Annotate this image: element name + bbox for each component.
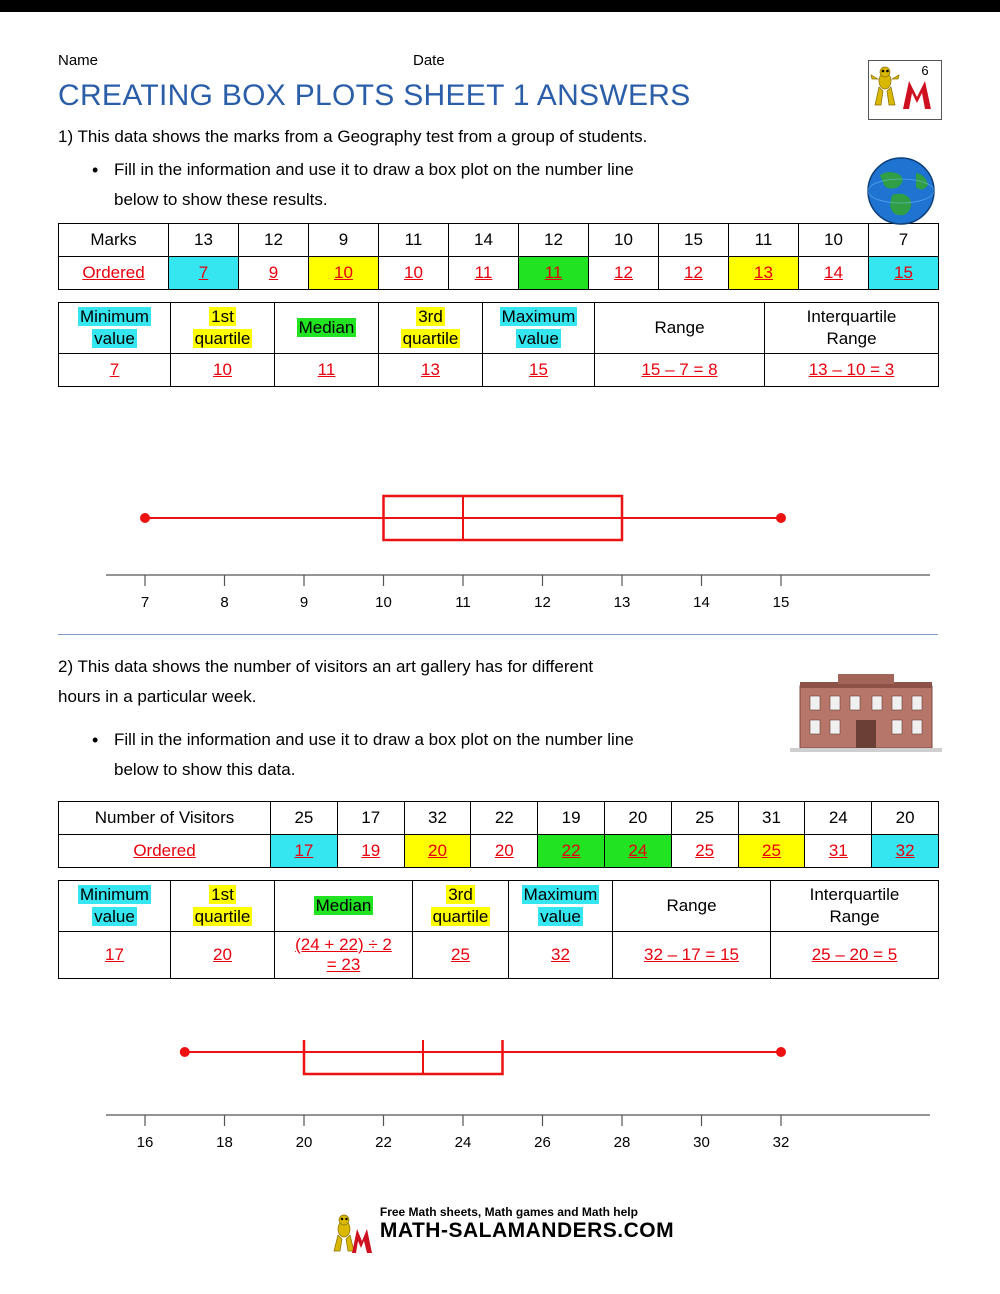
q2-tick-label: 30 bbox=[693, 1134, 710, 1151]
grade-logo-badge bbox=[868, 60, 942, 120]
q2-box-plot-svg bbox=[58, 1040, 938, 1185]
table-row bbox=[59, 932, 939, 979]
bullet-dot-icon: • bbox=[92, 160, 99, 180]
question-2-prompt-line-2: hours in a particular week. bbox=[58, 687, 257, 706]
question-1-bullet-text-1: Fill in the information and use it to draw a box plot on the number line bbox=[114, 160, 634, 179]
q2-label-q3-line2: quartile bbox=[432, 907, 489, 926]
table-row bbox=[59, 835, 939, 868]
q1-tick-label: 8 bbox=[220, 594, 229, 611]
q2-ordered-cell: 25 bbox=[671, 835, 738, 868]
q2-max-point bbox=[776, 1047, 786, 1057]
q1-value-range: 15 – 7 = 8 bbox=[595, 354, 765, 387]
q2-tick-label: 22 bbox=[375, 1134, 392, 1151]
q1-box-plot bbox=[58, 470, 938, 620]
question-1-bullet-line-1 bbox=[92, 155, 942, 185]
q2-label-maximum bbox=[509, 881, 613, 932]
question-1-bullet-text-2: below to show these results. bbox=[114, 190, 328, 209]
question-2-bullet-line-2 bbox=[92, 755, 778, 785]
question-2-bullet-text-1: Fill in the information and use it to draw a box plot on the number line bbox=[114, 730, 634, 749]
q1-label-maximum-line1: Maximum bbox=[501, 307, 576, 326]
q1-tick-label: 13 bbox=[613, 594, 631, 611]
section-divider bbox=[58, 634, 938, 635]
q2-tick-label: 28 bbox=[613, 1134, 631, 1151]
q2-label-minimum bbox=[59, 881, 171, 932]
question-1-prompt: 1) This data shows the marks from a Geography test from a group of students. bbox=[58, 127, 648, 146]
q2-data-cell: 20 bbox=[872, 802, 939, 835]
q2-data-cell: 24 bbox=[805, 802, 872, 835]
q1-axis-ticks bbox=[145, 575, 781, 586]
q2-stats-table bbox=[58, 880, 939, 979]
q2-label-iqr-line2: Range bbox=[829, 907, 880, 926]
q1-data-cell: 9 bbox=[309, 224, 379, 257]
q1-label-q1-line1: 1st bbox=[211, 307, 234, 326]
bullet-spacer bbox=[92, 755, 114, 785]
q2-data-cell: 19 bbox=[538, 802, 605, 835]
q2-value-median-line1: (24 + 22) ÷ 2 bbox=[295, 935, 392, 954]
q2-axis-ticks bbox=[145, 1115, 781, 1126]
page-title: CREATING BOX PLOTS SHEET 1 ANSWERS bbox=[58, 79, 691, 112]
q1-stats-table bbox=[58, 302, 939, 387]
q1-tick-label: 14 bbox=[693, 594, 710, 611]
q1-value-iqr: 13 – 10 = 3 bbox=[765, 354, 939, 387]
q1-data-cell: 11 bbox=[729, 224, 799, 257]
bullet-dot-icon: • bbox=[92, 730, 99, 750]
q1-data-table bbox=[58, 223, 939, 290]
q2-tick-label: 20 bbox=[295, 1134, 313, 1151]
footer-salamander-icon bbox=[328, 1211, 374, 1255]
q2-ordered-cell: 22 bbox=[538, 835, 605, 868]
q2-value-range: 32 – 17 = 15 bbox=[613, 932, 771, 979]
q2-label-q1-line1: 1st bbox=[211, 885, 234, 904]
q1-tick-label: 12 bbox=[534, 594, 551, 611]
q2-ordered-cell: 17 bbox=[271, 835, 338, 868]
q1-value-median: 11 bbox=[275, 354, 379, 387]
q1-ordered-cell: 11 bbox=[449, 257, 519, 290]
q1-tick-label: 9 bbox=[299, 594, 309, 611]
q1-ordered-cell: 9 bbox=[239, 257, 309, 290]
q2-box bbox=[304, 1040, 503, 1074]
table-row bbox=[59, 802, 939, 835]
q1-box-plot-svg bbox=[58, 470, 938, 620]
q1-data-cell: 12 bbox=[239, 224, 309, 257]
q1-value-q3: 13 bbox=[379, 354, 483, 387]
grade-number: 6 bbox=[921, 63, 929, 78]
q1-label-median bbox=[275, 303, 379, 354]
q1-ordered-cell: 7 bbox=[169, 257, 239, 290]
q2-label-q1 bbox=[171, 881, 275, 932]
q2-tables bbox=[58, 801, 939, 979]
q1-row-label-marks: Marks bbox=[59, 224, 169, 257]
q1-label-minimum-line1: Minimum bbox=[80, 307, 149, 326]
q2-ordered-cell: 19 bbox=[337, 835, 404, 868]
gallery-building-icon bbox=[790, 668, 942, 752]
q1-label-minimum bbox=[59, 303, 171, 354]
q1-label-range: Range bbox=[595, 303, 765, 354]
q2-data-cell: 31 bbox=[738, 802, 805, 835]
q1-value-q1: 10 bbox=[171, 354, 275, 387]
q2-label-q1-line2: quartile bbox=[194, 907, 251, 926]
footer-tagline: Free Math sheets, Math games and Math help bbox=[379, 1205, 638, 1219]
q1-data-cell: 10 bbox=[799, 224, 869, 257]
q2-label-q3 bbox=[413, 881, 509, 932]
q2-label-minimum-line1: Minimum bbox=[80, 885, 149, 904]
q2-label-maximum-line2: value bbox=[540, 907, 581, 926]
q1-max-point bbox=[776, 513, 786, 523]
q2-tick-label: 24 bbox=[454, 1134, 472, 1151]
q2-ordered-cell: 20 bbox=[404, 835, 471, 868]
q1-tick-label: 10 bbox=[375, 594, 392, 611]
q1-label-q1-line2: quartile bbox=[194, 329, 251, 348]
q2-tick-label: 16 bbox=[136, 1134, 154, 1151]
table-row bbox=[59, 354, 939, 387]
q1-tick-label: 15 bbox=[772, 594, 790, 611]
q1-ordered-cell: 12 bbox=[589, 257, 659, 290]
q1-label-q3-line2: quartile bbox=[402, 329, 459, 348]
q1-label-median-text: Median bbox=[298, 318, 355, 337]
q2-data-cell: 32 bbox=[404, 802, 471, 835]
q2-value-q3: 25 bbox=[413, 932, 509, 979]
q2-box-plot bbox=[58, 1040, 938, 1185]
question-2-prompt-line-1: 2) This data shows the number of visitors an art gallery has for different bbox=[58, 657, 594, 676]
q1-axis-tick-labels bbox=[141, 594, 790, 611]
q2-label-iqr-line1: Interquartile bbox=[809, 885, 900, 904]
date-label: Date bbox=[413, 52, 445, 69]
q2-row-label-ordered: Ordered bbox=[59, 835, 271, 868]
table-row bbox=[59, 881, 939, 932]
q2-label-q3-line1: 3rd bbox=[448, 885, 473, 904]
q2-label-range: Range bbox=[613, 881, 771, 932]
table-row bbox=[59, 257, 939, 290]
table-row bbox=[59, 303, 939, 354]
q2-ordered-cell: 25 bbox=[738, 835, 805, 868]
worksheet-content bbox=[58, 52, 942, 387]
globe-icon bbox=[862, 155, 940, 227]
q2-row-label-visitors: Number of Visitors bbox=[59, 802, 271, 835]
globe-image bbox=[862, 155, 940, 227]
q2-data-cell: 22 bbox=[471, 802, 538, 835]
q1-ordered-cell: 15 bbox=[869, 257, 939, 290]
salamander-logo-icon bbox=[869, 61, 939, 117]
q2-label-median bbox=[275, 881, 413, 932]
q2-ordered-cell: 20 bbox=[471, 835, 538, 868]
footer-site: MATH-SALAMANDERS.COM bbox=[379, 1219, 675, 1242]
q2-label-maximum-line1: Maximum bbox=[523, 885, 598, 904]
q1-value-maximum: 15 bbox=[483, 354, 595, 387]
top-black-bar bbox=[0, 0, 1000, 12]
q2-value-maximum: 32 bbox=[509, 932, 613, 979]
q1-data-cell: 10 bbox=[589, 224, 659, 257]
q1-label-iqr-line1: Interquartile bbox=[806, 307, 897, 326]
q2-label-median-text: Median bbox=[315, 896, 372, 915]
q1-min-point bbox=[140, 513, 150, 523]
q2-tick-label: 32 bbox=[772, 1134, 790, 1151]
q2-data-cell: 20 bbox=[604, 802, 671, 835]
q1-label-iqr bbox=[765, 303, 939, 354]
q2-value-minimum: 17 bbox=[59, 932, 171, 979]
q1-label-q3-line1: 3rd bbox=[418, 307, 443, 326]
question-2-block bbox=[58, 655, 778, 785]
q1-label-q1 bbox=[171, 303, 275, 354]
q2-tick-label: 26 bbox=[534, 1134, 551, 1151]
q1-ordered-cell: 11 bbox=[519, 257, 589, 290]
q1-data-cell: 7 bbox=[869, 224, 939, 257]
q1-ordered-cell: 10 bbox=[309, 257, 379, 290]
q2-data-table bbox=[58, 801, 939, 868]
q2-tick-label: 18 bbox=[216, 1134, 233, 1151]
q1-row-label-ordered: Ordered bbox=[59, 257, 169, 290]
q1-ordered-cell: 12 bbox=[659, 257, 729, 290]
q1-ordered-cell: 13 bbox=[729, 257, 799, 290]
q1-data-cell: 14 bbox=[449, 224, 519, 257]
q1-tick-label: 11 bbox=[455, 594, 471, 611]
q1-label-maximum-line2: value bbox=[518, 329, 559, 348]
art-gallery-image bbox=[790, 668, 942, 752]
footer bbox=[0, 1205, 1000, 1243]
q2-ordered-cell: 32 bbox=[872, 835, 939, 868]
q1-tick-label: 7 bbox=[140, 594, 150, 611]
question-2-bullet-text-2: below to show this data. bbox=[114, 760, 296, 779]
q2-label-minimum-line2: value bbox=[94, 907, 135, 926]
q1-ordered-cell: 14 bbox=[799, 257, 869, 290]
q1-ordered-cell: 10 bbox=[379, 257, 449, 290]
q2-value-q1: 20 bbox=[171, 932, 275, 979]
name-date-row bbox=[58, 52, 942, 69]
q2-value-median-line2: = 23 bbox=[326, 955, 361, 974]
name-label: Name bbox=[58, 52, 99, 69]
question-1-bullet-line-2 bbox=[92, 185, 942, 215]
q2-data-cell: 17 bbox=[337, 802, 404, 835]
q2-min-point bbox=[180, 1047, 190, 1057]
question-2-bullet-line-1 bbox=[92, 725, 778, 755]
q1-label-maximum bbox=[483, 303, 595, 354]
q2-ordered-cell: 31 bbox=[805, 835, 872, 868]
q1-data-cell: 11 bbox=[379, 224, 449, 257]
q1-label-minimum-line2: value bbox=[94, 329, 135, 348]
q2-data-cell: 25 bbox=[271, 802, 338, 835]
q1-data-cell: 13 bbox=[169, 224, 239, 257]
q2-label-iqr bbox=[771, 881, 939, 932]
q1-label-iqr-line2: Range bbox=[826, 329, 877, 348]
q2-ordered-cell: 24 bbox=[604, 835, 671, 868]
q1-value-minimum: 7 bbox=[59, 354, 171, 387]
q2-value-median bbox=[275, 932, 413, 979]
bullet-spacer bbox=[92, 185, 114, 215]
table-row bbox=[59, 224, 939, 257]
q1-label-q3 bbox=[379, 303, 483, 354]
q2-value-iqr: 25 – 20 = 5 bbox=[771, 932, 939, 979]
q1-data-cell: 15 bbox=[659, 224, 729, 257]
q1-data-cell: 12 bbox=[519, 224, 589, 257]
q2-data-cell: 25 bbox=[671, 802, 738, 835]
q2-axis-tick-labels bbox=[137, 1134, 790, 1151]
